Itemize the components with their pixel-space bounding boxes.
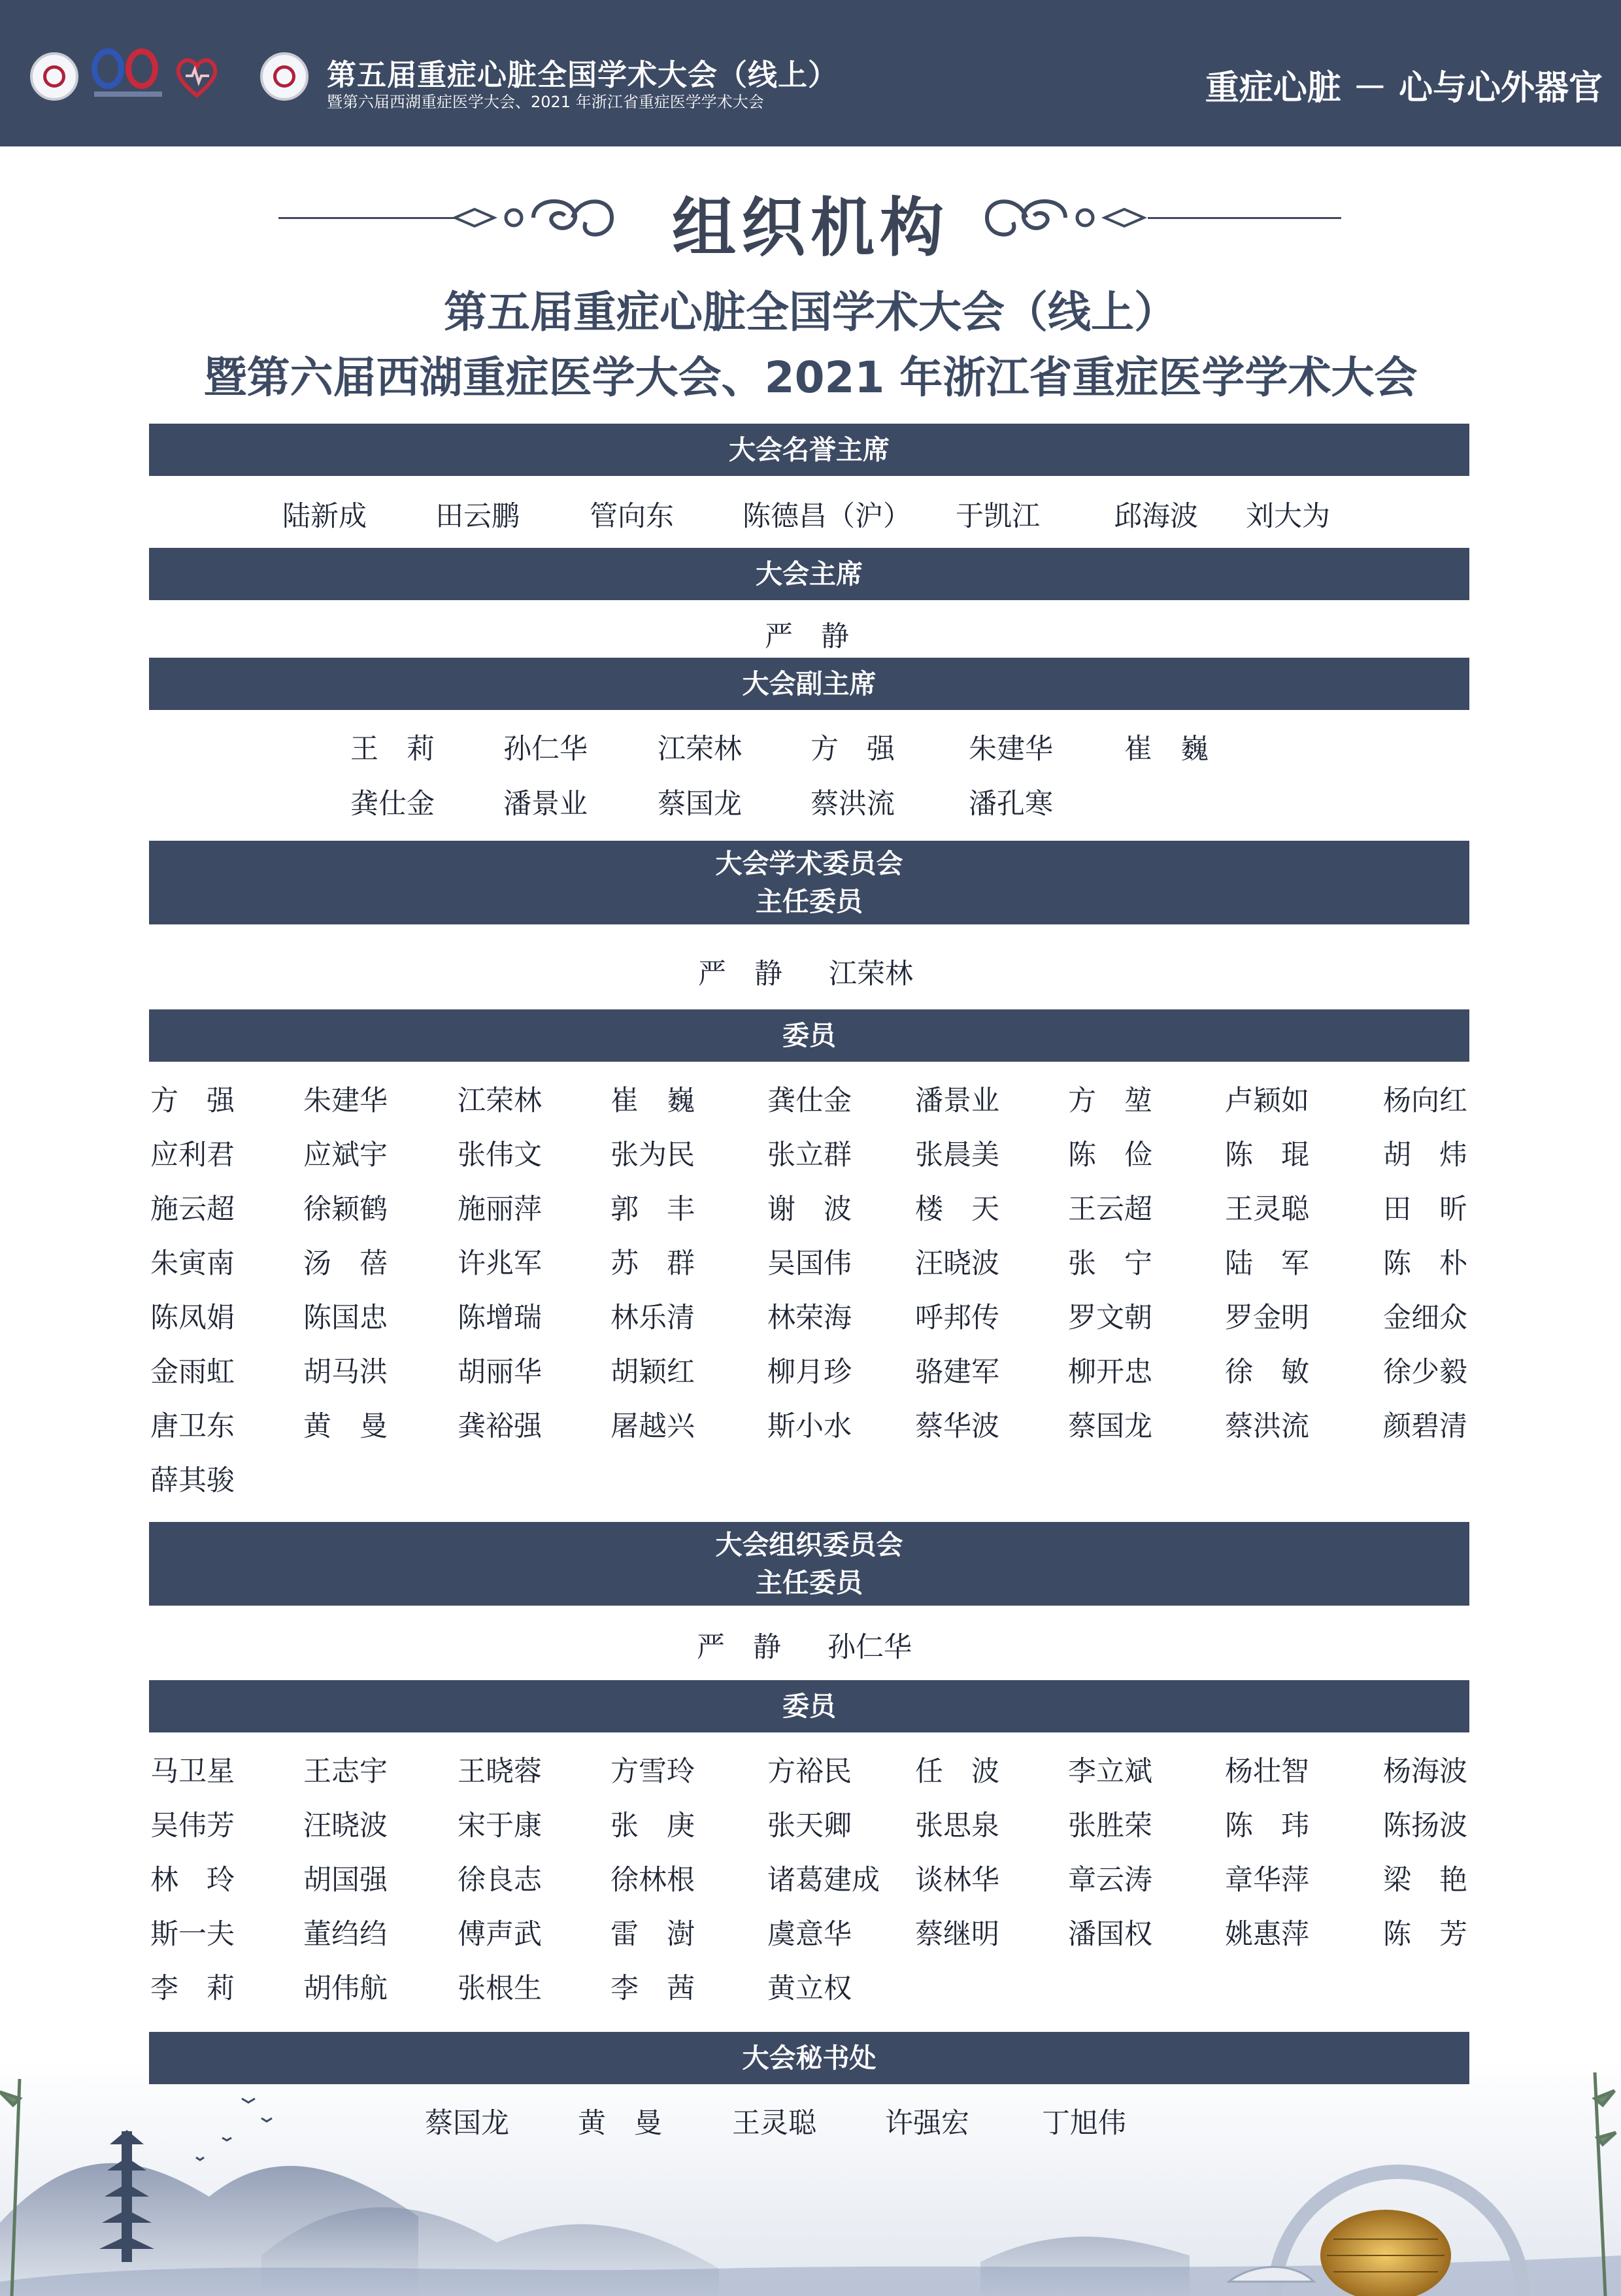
organizing-member-name: 雷 澍: [610, 1918, 695, 1951]
academic-member-name: 柳开忠: [1068, 1356, 1152, 1389]
section-honorary-chair: [149, 424, 1469, 476]
organizing-member-name: 斯一夫: [150, 1918, 235, 1951]
academic-member-name: 卢颖如: [1225, 1085, 1309, 1117]
academic-member-name: 张伟文: [458, 1139, 542, 1172]
academic-member-name: 应利君: [150, 1139, 235, 1172]
header-subtitle: 暨第六届西湖重症医学大会、2021 年浙江省重症医学学术大会: [327, 93, 764, 111]
section-academic-committee: [149, 841, 1469, 924]
organizing-member-name: 林 玲: [150, 1864, 235, 1897]
organizing-member-name: 张 庚: [610, 1810, 695, 1842]
academic-member-name: 方 堃: [1068, 1085, 1152, 1117]
organizing-member-name: 虞意华: [767, 1918, 852, 1951]
academic-member-name: 徐 敏: [1225, 1356, 1309, 1389]
academic-member-name: 田 昕: [1383, 1193, 1467, 1226]
academic-member-name: 张 宁: [1068, 1247, 1152, 1280]
academic-member-name: 龚仕金: [767, 1085, 852, 1117]
academic-member-name: 蔡国龙: [1068, 1410, 1152, 1443]
academic-member-name: 蔡华波: [915, 1410, 999, 1443]
academic-director-name: 江荣林: [829, 958, 913, 990]
academic-member-name: 林荣海: [767, 1302, 852, 1334]
academic-member-name: 罗文朝: [1068, 1302, 1152, 1334]
academic-member-name: 胡颖红: [610, 1356, 695, 1389]
organizing-member-name: 陈 玮: [1225, 1810, 1309, 1842]
organizing-member-name: 董绉绉: [303, 1918, 388, 1951]
academic-member-name: 谢 波: [767, 1193, 852, 1226]
organizing-member-name: 陈扬波: [1383, 1810, 1467, 1842]
vice-chair-name: 王 莉: [350, 733, 435, 766]
academic-member-name: 龚裕强: [458, 1410, 542, 1443]
organizing-member-name: 李 茜: [610, 1972, 695, 2005]
academic-member-name: 朱建华: [303, 1085, 388, 1117]
vice-chair-name: 方 强: [811, 733, 895, 766]
organizing-member-name: 诸葛建成: [767, 1864, 880, 1897]
organizing-member-name: 宋于康: [458, 1810, 542, 1842]
vice-chair-name: 崔 巍: [1124, 733, 1209, 766]
academic-member-name: 薛其骏: [150, 1464, 235, 1497]
organizing-member-name: 方裕民: [767, 1755, 852, 1788]
academic-member-name: 张为民: [610, 1139, 695, 1172]
organizing-member-name: 陈 芳: [1383, 1918, 1467, 1951]
organizing-member-name: 任 波: [915, 1755, 999, 1788]
section-vice-chair: [149, 658, 1469, 710]
section-organizing-members: [149, 1680, 1469, 1732]
academic-member-name: 胡 炜: [1383, 1139, 1467, 1172]
organizing-member-name: 章云涛: [1068, 1864, 1152, 1897]
organizing-member-name: 方雪玲: [610, 1755, 695, 1788]
organizing-member-name: 杨海波: [1383, 1755, 1467, 1788]
footer-scenery: [0, 2059, 1621, 2296]
honorary-chair-name: 陈德昌（沪）: [743, 500, 911, 533]
section-chair: [149, 548, 1469, 600]
vice-chair-name: 朱建华: [969, 733, 1053, 766]
academic-member-name: 呼邦传: [915, 1302, 999, 1334]
academic-member-name: 陈国忠: [303, 1302, 388, 1334]
academic-member-name: 王灵聪: [1225, 1193, 1309, 1226]
academic-member-name: 陈 俭: [1068, 1139, 1152, 1172]
academic-member-name: 陈 琨: [1225, 1139, 1309, 1172]
academic-member-name: 施云超: [150, 1193, 235, 1226]
header-band: [0, 0, 1621, 146]
academic-director-name: 严 静: [698, 958, 782, 990]
organizing-member-name: 徐林根: [610, 1864, 695, 1897]
organizing-member-name: 马卫星: [150, 1755, 235, 1788]
academic-member-name: 郭 丰: [610, 1193, 695, 1226]
academic-member-name: 陈凤娟: [150, 1302, 235, 1334]
organizing-member-name: 李 莉: [150, 1972, 235, 2005]
vice-chair-name: 江荣林: [658, 733, 742, 766]
academic-member-name: 汤 蓓: [303, 1247, 388, 1280]
section-chair-text-1: 大会主席: [756, 558, 863, 590]
honorary-chair-name: 管向东: [590, 500, 674, 533]
academic-member-name: 柳月珍: [767, 1356, 852, 1389]
honorary-chair-name: 于凯江: [956, 500, 1040, 533]
academic-member-name: 崔 巍: [610, 1085, 695, 1117]
section-organizing-committee-text-1: 大会组织委员会: [715, 1529, 903, 1561]
organizing-member-name: 李立斌: [1068, 1755, 1152, 1788]
title-rule-right: [1148, 217, 1341, 219]
section-organizing-committee-text-2: 主任委员: [756, 1567, 863, 1598]
academic-member-name: 金雨虹: [150, 1356, 235, 1389]
secretariat-name: 许强宏: [885, 2107, 969, 2140]
academic-member-name: 颜碧清: [1383, 1410, 1467, 1443]
vice-chair-name: 孙仁华: [503, 733, 588, 766]
organizing-member-name: 王晓蓉: [458, 1755, 542, 1788]
academic-member-name: 罗金明: [1225, 1302, 1309, 1334]
academic-member-name: 杨向红: [1383, 1085, 1467, 1117]
section-organizing-committee: [149, 1522, 1469, 1606]
section-organizing-members-text-1: 委员: [782, 1691, 836, 1722]
honorary-chair-name: 邱海波: [1114, 500, 1198, 533]
organizing-member-name: 吴伟芳: [150, 1810, 235, 1842]
organizing-member-name: 张思泉: [915, 1810, 999, 1842]
academic-member-name: 斯小水: [767, 1410, 852, 1443]
organizing-member-name: 蔡继明: [915, 1918, 999, 1951]
organizing-member-name: 梁 艳: [1383, 1864, 1467, 1897]
section-academic-members-text-1: 委员: [782, 1020, 836, 1051]
organizing-member-name: 章华萍: [1225, 1864, 1309, 1897]
section-academic-committee-text-1: 大会学术委员会: [715, 848, 903, 879]
conference-title-line2: 暨第六届西湖重症医学大会、2021 年浙江省重症医学学术大会: [203, 352, 1418, 403]
vice-chair-name: 龚仕金: [350, 788, 435, 820]
academic-member-name: 施丽萍: [458, 1193, 542, 1226]
ornament-right-icon: [980, 190, 1150, 246]
organizing-member-name: 潘国权: [1068, 1918, 1152, 1951]
organizing-member-name: 汪晓波: [303, 1810, 388, 1842]
honorary-chair-name: 田云鹏: [435, 500, 520, 533]
anniversary-90-logo: [92, 48, 165, 102]
honorary-chair-name: 刘大为: [1246, 500, 1330, 533]
organizing-member-name: 胡国强: [303, 1864, 388, 1897]
page-title: 组织机构: [671, 191, 949, 265]
academic-member-name: 潘景业: [915, 1085, 999, 1117]
academic-member-name: 陆 军: [1225, 1247, 1309, 1280]
vice-chair-name: 蔡国龙: [658, 788, 742, 820]
chair-name: 严 静: [765, 620, 849, 653]
academic-member-name: 方 强: [150, 1085, 235, 1117]
academic-member-name: 胡丽华: [458, 1356, 542, 1389]
organizing-member-name: 胡伟航: [303, 1972, 388, 2005]
academic-member-name: 徐颖鹤: [303, 1193, 388, 1226]
organizing-director-name: 严 静: [697, 1631, 781, 1664]
organizing-member-name: 张胜荣: [1068, 1810, 1152, 1842]
section-academic-members: [149, 1009, 1469, 1062]
vice-chair-name: 蔡洪流: [811, 788, 895, 820]
organizing-member-name: 张天卿: [767, 1810, 852, 1842]
secretariat-name: 丁旭伟: [1042, 2107, 1126, 2140]
section-secretariat: [149, 2032, 1469, 2084]
section-vice-chair-text-1: 大会副主席: [742, 668, 877, 700]
header-title: 第五届重症心脏全国学术大会（线上）: [327, 58, 839, 92]
heart-logo: [173, 52, 221, 101]
organizing-member-name: 徐良志: [458, 1864, 542, 1897]
secretariat-name: 蔡国龙: [425, 2107, 509, 2140]
secretariat-name: 王灵聪: [732, 2107, 816, 2140]
academic-member-name: 吴国伟: [767, 1247, 852, 1280]
academic-member-name: 骆建军: [915, 1356, 999, 1389]
organizing-member-name: 张根生: [458, 1972, 542, 2005]
academic-member-name: 许兆军: [458, 1247, 542, 1280]
academic-member-name: 徐少毅: [1383, 1356, 1467, 1389]
organizing-member-name: 谈林华: [915, 1864, 999, 1897]
organizing-member-name: 姚惠萍: [1225, 1918, 1309, 1951]
academic-member-name: 王云超: [1068, 1193, 1152, 1226]
academic-member-name: 朱寅南: [150, 1247, 235, 1280]
hospital-seal-icon: [30, 52, 78, 101]
header-slogan: 重症心脏 － 心与心外器官: [1205, 68, 1603, 108]
conference-title-line1: 第五届重症心脏全国学术大会（线上）: [444, 287, 1177, 337]
academic-member-name: 唐卫东: [150, 1410, 235, 1443]
academic-member-name: 楼 天: [915, 1193, 999, 1226]
academic-member-name: 陈 朴: [1383, 1247, 1467, 1280]
academic-member-name: 陈增瑞: [458, 1302, 542, 1334]
organizing-director-name: 孙仁华: [827, 1631, 912, 1664]
organizing-member-name: 黄立权: [767, 1972, 852, 2005]
secretariat-name: 黄 曼: [578, 2107, 662, 2140]
vice-chair-name: 潘景业: [503, 788, 588, 820]
academic-member-name: 屠越兴: [610, 1410, 695, 1443]
section-secretariat-text-1: 大会秘书处: [742, 2042, 877, 2074]
section-honorary-chair-text-1: 大会名誉主席: [729, 434, 890, 465]
academic-member-name: 苏 群: [610, 1247, 695, 1280]
organizing-member-name: 杨壮智: [1225, 1755, 1309, 1788]
academic-member-name: 应斌宇: [303, 1139, 388, 1172]
vice-chair-name: 潘孔寒: [969, 788, 1053, 820]
honorary-chair-name: 陆新成: [282, 500, 367, 533]
academic-member-name: 林乐清: [610, 1302, 695, 1334]
academic-member-name: 蔡洪流: [1225, 1410, 1309, 1443]
section-academic-committee-text-2: 主任委员: [756, 886, 863, 917]
academic-member-name: 金细众: [1383, 1302, 1467, 1334]
hospital-seal-icon-2: [260, 52, 309, 101]
organizing-member-name: 王志宇: [303, 1755, 388, 1788]
academic-member-name: 张晨美: [915, 1139, 999, 1172]
academic-member-name: 黄 曼: [303, 1410, 388, 1443]
academic-member-name: 胡马洪: [303, 1356, 388, 1389]
organizing-member-name: 傅声武: [458, 1918, 542, 1951]
academic-member-name: 张立群: [767, 1139, 852, 1172]
academic-member-name: 江荣林: [458, 1085, 542, 1117]
academic-member-name: 汪晓波: [915, 1247, 999, 1280]
